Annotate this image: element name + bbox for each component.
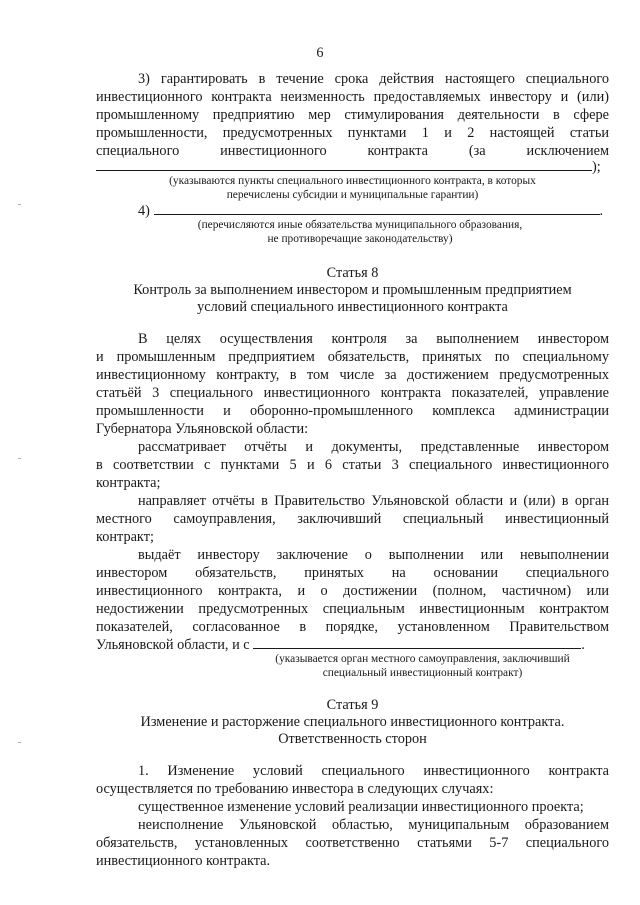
article-8-item-3-line-2: инвестором обязательств, принятых на основании специального	[96, 565, 609, 581]
article-9-heading: Статья 9	[326, 697, 379, 713]
p3-line-2: инвестиционного контракта неизменность предоставляемых инвестору и (или)	[96, 89, 609, 105]
item-3-end: .	[581, 637, 585, 653]
article-8-item-3-line-1: выдаёт инвестору заключение о выполнении или невыполнении	[138, 547, 609, 563]
article-8-item-2-line-3: контракт;	[96, 529, 154, 545]
article-9-title-line-2: Ответственность сторон	[278, 731, 427, 747]
scan-mark	[18, 204, 21, 205]
article-8-intro-line-1: В целях осуществления контроля за выполнением инвестором	[138, 331, 609, 347]
article-8-note-line-2: специальный инвестиционный контракт)	[322, 667, 523, 679]
p3-line-5: специального инвестиционного контракта (за исключением	[96, 143, 609, 159]
article-9-case-2-line-3: инвестиционного контракта.	[96, 853, 271, 869]
p4-label: 4)	[138, 203, 150, 219]
article-9-case-2-line-2: обязательств, установленных соответственно статьями 5-7 специального	[96, 835, 609, 851]
p3-line-1: 3) гарантировать в течение срока действия настоящего специального	[138, 71, 609, 87]
article-8-note-line-1: (указывается орган местного самоуправления, заключивший	[275, 653, 570, 665]
p4-end: .	[599, 203, 604, 219]
article-8-intro-line-2: и промышленным предприятием обязательств, принятых по специальному	[96, 349, 609, 365]
article-8-item-1-line-2: в соответствии с пунктами 5 и 6 статьи 3 специального инвестиционного	[96, 457, 609, 473]
p3-note-line-1: (указываются пункты специального инвестиционного контракта, в которых	[169, 175, 536, 187]
article-9-p1-line-2: осуществляется по требованию инвестора в следующих случаях:	[96, 781, 494, 797]
page-number: 6	[316, 45, 324, 61]
article-8-item-2-line-2: местного самоуправления, заключивший специальный инвестиционный	[96, 511, 609, 527]
fill-in-blank	[154, 202, 600, 215]
article-8-item-3-line-3: инвестиционного контракта, и о достижении (полном, частичном) или	[96, 583, 609, 599]
article-9-title-line-1: Изменение и расторжение специального инвестиционного контракта.	[140, 714, 565, 730]
p4-note-line-2: не противоречащие законодательству)	[267, 233, 453, 245]
article-8-heading: Статья 8	[326, 265, 379, 281]
fill-in-blank	[253, 636, 581, 649]
article-9-p1-line-1: 1. Изменение условий специального инвестиционного контракта	[138, 763, 609, 779]
article-8-title-line-1: Контроль за выполнением инвестором и промышленным предприятием	[133, 282, 572, 298]
article-8-item-3-line-5: показателей, согласованное в порядке, установленном Правительством	[96, 619, 609, 635]
article-8-intro-line-6: Губернатора Ульяновской области:	[96, 421, 309, 437]
p3-line-4: промышленности, предусмотренных пунктами 1 и 2 настоящей статьи	[96, 125, 609, 141]
article-8-item-1-line-3: контракта;	[96, 475, 161, 491]
fill-in-blank	[96, 158, 592, 171]
p4-note-line-1: (перечисляются иные обязательства муниципального образования,	[197, 219, 523, 231]
article-8-intro-line-4: статьёй 3 специального инвестиционного контракта показателей, управление	[96, 385, 609, 401]
article-8-intro-line-5: промышленности и оборонно-промышленного комплекса администрации	[96, 403, 609, 419]
article-8-item-2-line-1: направляет отчёты в Правительство Ульяновской области и (или) в орган	[138, 493, 609, 509]
p3-line-3: промышленному предприятию мер стимулирования деятельности в сфере	[96, 107, 609, 123]
article-9-case-1: существенное изменение условий реализации инвестиционного проекта;	[138, 799, 584, 815]
p3-note-line-2: перечислены субсидии и муниципальные гарантии)	[226, 189, 479, 201]
p3-line-6-end: );	[592, 159, 601, 175]
article-8-item-3-line-4: недостижении предусмотренных специальным инвестиционным контрактом	[96, 601, 609, 617]
article-8-intro-line-3: инвестиционному контракту, в том числе за достижением предусмотренных	[96, 367, 609, 383]
article-8-title-line-2: условий специального инвестиционного контракта	[197, 299, 508, 315]
article-8-item-1-line-1: рассматривает отчёты и документы, представленные инвестором	[138, 439, 609, 455]
scan-mark	[18, 458, 21, 459]
scan-mark	[18, 742, 21, 743]
item-3-last-text: Ульяновской области, и с	[96, 637, 250, 653]
article-9-case-2-line-1: неисполнение Ульяновской областью, муниципальным образованием	[138, 817, 609, 833]
